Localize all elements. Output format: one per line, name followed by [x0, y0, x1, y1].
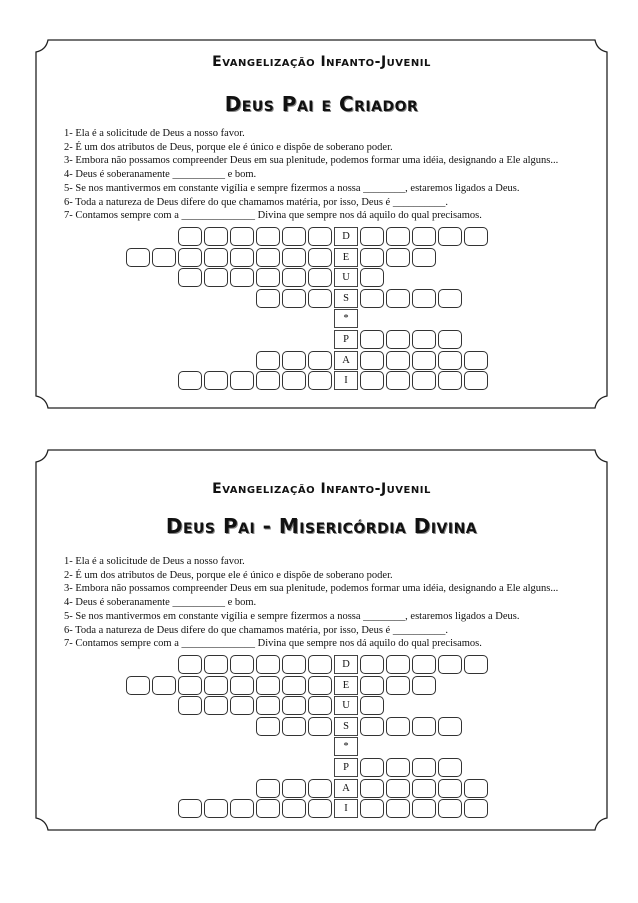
answer-cell[interactable] — [386, 799, 410, 818]
key-letter-cell: P — [334, 330, 358, 349]
answer-cell[interactable] — [360, 717, 384, 736]
answer-cell[interactable] — [230, 268, 254, 287]
clue-7: 7- Contamos sempre com a ______________ Divina que sempre nos dá aquilo do qual precisamos. — [64, 638, 482, 650]
answer-cell[interactable] — [386, 779, 410, 798]
answer-cell[interactable] — [360, 371, 384, 390]
answer-cell[interactable] — [386, 330, 410, 349]
answer-cell[interactable] — [412, 227, 436, 246]
answer-cell[interactable] — [204, 799, 228, 818]
answer-cell[interactable] — [256, 351, 280, 370]
answer-cell[interactable] — [256, 268, 280, 287]
clue-1: 1- Ela é a solicitude de Deus a nosso favor. — [64, 556, 245, 567]
key-letter-cell: P — [334, 758, 358, 777]
answer-cell[interactable] — [438, 351, 462, 370]
answer-cell[interactable] — [230, 655, 254, 674]
answer-cell[interactable] — [464, 779, 488, 798]
answer-cell[interactable] — [360, 799, 384, 818]
answer-cell[interactable] — [360, 289, 384, 308]
key-letter-cell: I — [334, 371, 358, 390]
answer-cell[interactable] — [412, 779, 436, 798]
answer-cell[interactable] — [438, 758, 462, 777]
answer-cell[interactable] — [438, 799, 462, 818]
answer-cell[interactable] — [204, 248, 228, 267]
answer-cell[interactable] — [178, 248, 202, 267]
answer-cell[interactable] — [360, 248, 384, 267]
answer-cell[interactable] — [308, 371, 332, 390]
answer-cell[interactable] — [386, 371, 410, 390]
answer-cell[interactable] — [282, 696, 306, 715]
key-letter-cell: * — [334, 737, 358, 756]
answer-cell[interactable] — [386, 655, 410, 674]
key-letter-cell: U — [334, 268, 358, 287]
answer-cell[interactable] — [204, 696, 228, 715]
worksheet-card-1 — [34, 38, 609, 410]
answer-cell[interactable] — [308, 696, 332, 715]
answer-cell[interactable] — [230, 676, 254, 695]
key-letter-cell: A — [334, 351, 358, 370]
answer-cell[interactable] — [256, 779, 280, 798]
answer-cell[interactable] — [386, 248, 410, 267]
key-letter-cell: D — [334, 227, 358, 246]
answer-cell[interactable] — [360, 351, 384, 370]
answer-cell[interactable] — [308, 289, 332, 308]
answer-cell[interactable] — [412, 655, 436, 674]
clue-7: 7- Contamos sempre com a ______________ Divina que sempre nos dá aquilo do qual precisamos. — [64, 210, 482, 222]
answer-cell[interactable] — [230, 799, 254, 818]
answer-cell[interactable] — [360, 268, 384, 287]
answer-cell[interactable] — [360, 676, 384, 695]
answer-cell[interactable] — [412, 371, 436, 390]
answer-cell[interactable] — [126, 248, 150, 267]
clue-3: 3- Embora não possamos compreender Deus em sua plenitude, podemos formar uma idéia, designando a Ele alguns... — [64, 583, 559, 595]
answer-cell[interactable] — [386, 227, 410, 246]
key-letter-cell: E — [334, 676, 358, 695]
clue-list — [64, 555, 558, 651]
organization-heading: Evangelização Infanto-Juvenil — [212, 481, 431, 497]
answer-cell[interactable] — [386, 717, 410, 736]
worksheet-title: Deus Pai - Misericórdia Divina — [165, 514, 478, 538]
answer-cell[interactable] — [308, 655, 332, 674]
answer-cell[interactable] — [282, 268, 306, 287]
answer-cell[interactable] — [256, 717, 280, 736]
answer-cell[interactable] — [256, 248, 280, 267]
clue-3: 3- Embora não possamos compreender Deus em sua plenitude, podemos formar uma idéia, designando a Ele alguns... — [64, 155, 559, 167]
key-letter-cell: A — [334, 779, 358, 798]
answer-cell[interactable] — [386, 758, 410, 777]
worksheet-card-2 — [34, 448, 609, 832]
answer-cell[interactable] — [178, 268, 202, 287]
answer-cell[interactable] — [386, 351, 410, 370]
answer-cell[interactable] — [256, 655, 280, 674]
answer-cell[interactable] — [282, 676, 306, 695]
answer-cell[interactable] — [438, 227, 462, 246]
answer-cell[interactable] — [230, 248, 254, 267]
answer-cell[interactable] — [412, 330, 436, 349]
answer-cell[interactable] — [360, 330, 384, 349]
clue-list — [64, 127, 558, 223]
answer-cell[interactable] — [282, 351, 306, 370]
clue-5: 5- Se nos mantivermos em constante vigília e sempre fizermos a nossa ________, estaremos ligados a Deus. — [64, 182, 520, 194]
key-letter-cell: S — [334, 289, 358, 308]
answer-cell[interactable] — [412, 351, 436, 370]
clue-4: 4- Deus é soberanamente __________ e bom. — [64, 169, 257, 181]
answer-cell[interactable] — [256, 289, 280, 308]
answer-cell[interactable] — [464, 371, 488, 390]
answer-cell[interactable] — [360, 227, 384, 246]
answer-cell[interactable] — [282, 289, 306, 308]
answer-cell[interactable] — [256, 696, 280, 715]
clue-5: 5- Se nos mantivermos em constante vigília e sempre fizermos a nossa ________, estaremos ligados a Deus. — [64, 610, 520, 622]
key-letter-cell: * — [334, 309, 358, 328]
answer-cell[interactable] — [308, 717, 332, 736]
answer-cell[interactable] — [464, 351, 488, 370]
answer-cell[interactable] — [204, 268, 228, 287]
answer-cell[interactable] — [438, 371, 462, 390]
answer-cell[interactable] — [256, 371, 280, 390]
key-letter-cell: E — [334, 248, 358, 267]
answer-cell[interactable] — [438, 330, 462, 349]
answer-cell[interactable] — [178, 696, 202, 715]
answer-cell[interactable] — [282, 371, 306, 390]
answer-cell[interactable] — [282, 655, 306, 674]
answer-cell[interactable] — [256, 227, 280, 246]
answer-cell[interactable] — [204, 676, 228, 695]
answer-cell[interactable] — [308, 779, 332, 798]
answer-cell[interactable] — [412, 676, 436, 695]
clue-6: 6- Toda a natureza de Deus difere do que chamamos matéria, por isso, Deus é __________. — [64, 196, 448, 208]
key-letter-cell: D — [334, 655, 358, 674]
answer-cell[interactable] — [360, 779, 384, 798]
answer-cell[interactable] — [464, 655, 488, 674]
answer-cell[interactable] — [386, 289, 410, 308]
answer-cell[interactable] — [230, 696, 254, 715]
answer-cell[interactable] — [178, 371, 202, 390]
clue-6: 6- Toda a natureza de Deus difere do que chamamos matéria, por isso, Deus é __________. — [64, 624, 448, 636]
clue-2: 2- É um dos atributos de Deus, porque ele é único e dispõe de soberano poder. — [64, 141, 393, 153]
answer-cell[interactable] — [178, 227, 202, 246]
answer-cell[interactable] — [178, 676, 202, 695]
answer-cell[interactable] — [230, 371, 254, 390]
answer-cell[interactable] — [282, 779, 306, 798]
answer-cell[interactable] — [282, 799, 306, 818]
answer-cell[interactable] — [308, 268, 332, 287]
clue-2: 2- É um dos atributos de Deus, porque ele é único e dispõe de soberano poder. — [64, 569, 393, 581]
answer-cell[interactable] — [256, 799, 280, 818]
answer-cell[interactable] — [412, 717, 436, 736]
answer-cell[interactable] — [464, 799, 488, 818]
answer-cell[interactable] — [360, 655, 384, 674]
answer-cell[interactable] — [308, 227, 332, 246]
answer-cell[interactable] — [308, 351, 332, 370]
answer-cell[interactable] — [438, 779, 462, 798]
key-letter-cell: I — [334, 799, 358, 818]
answer-cell[interactable] — [412, 799, 436, 818]
answer-cell[interactable] — [308, 248, 332, 267]
answer-cell[interactable] — [178, 799, 202, 818]
key-letter-cell: U — [334, 696, 358, 715]
answer-cell[interactable] — [308, 799, 332, 818]
answer-cell[interactable] — [204, 227, 228, 246]
answer-cell[interactable] — [282, 717, 306, 736]
answer-cell[interactable] — [412, 758, 436, 777]
answer-cell[interactable] — [204, 371, 228, 390]
answer-cell[interactable] — [204, 655, 228, 674]
answer-cell[interactable] — [230, 227, 254, 246]
answer-cell[interactable] — [308, 676, 332, 695]
answer-cell[interactable] — [438, 289, 462, 308]
answer-cell[interactable] — [282, 227, 306, 246]
answer-cell[interactable] — [438, 655, 462, 674]
clue-1: 1- Ela é a solicitude de Deus a nosso favor. — [64, 128, 245, 139]
answer-cell[interactable] — [360, 758, 384, 777]
answer-cell[interactable] — [178, 655, 202, 674]
key-letter-cell: S — [334, 717, 358, 736]
answer-cell[interactable] — [386, 676, 410, 695]
answer-cell[interactable] — [126, 676, 150, 695]
answer-cell[interactable] — [152, 676, 176, 695]
answer-cell[interactable] — [282, 248, 306, 267]
answer-cell[interactable] — [360, 696, 384, 715]
answer-cell[interactable] — [412, 289, 436, 308]
worksheet-title: Deus Pai e Criador — [224, 92, 419, 116]
answer-cell[interactable] — [438, 717, 462, 736]
answer-cell[interactable] — [412, 248, 436, 267]
answer-cell[interactable] — [152, 248, 176, 267]
clue-4: 4- Deus é soberanamente __________ e bom. — [64, 597, 257, 609]
answer-cell[interactable] — [256, 676, 280, 695]
organization-heading: Evangelização Infanto-Juvenil — [212, 54, 431, 70]
answer-cell[interactable] — [464, 227, 488, 246]
